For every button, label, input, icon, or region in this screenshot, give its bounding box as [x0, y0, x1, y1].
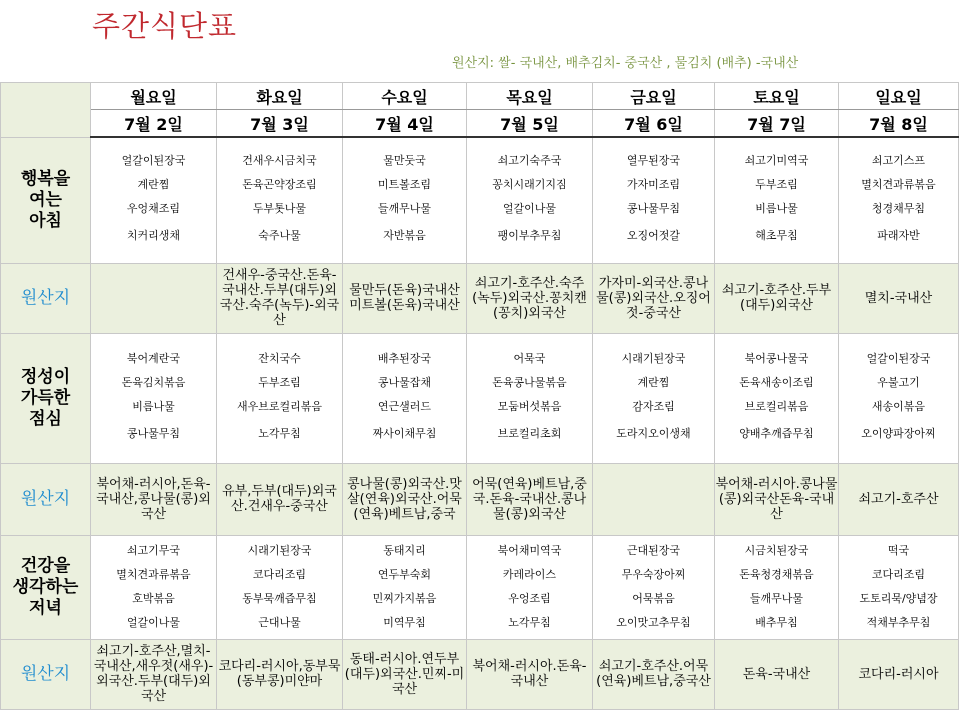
origin-cell [593, 463, 715, 535]
lunch-menu-row [1, 333, 959, 463]
origin-cell: 쇠고기-호주산 [839, 463, 959, 535]
dish-item: 근대된장국 [626, 544, 681, 557]
dish-item: 해초무침 [755, 229, 798, 243]
dish-item: 돈육청경채볶음 [739, 568, 814, 581]
dish-item: 두부톳나물 [252, 202, 307, 216]
dish-item: 비름나물 [132, 400, 175, 413]
menu-cell [217, 535, 343, 639]
header-corner [1, 83, 91, 138]
dish-item: 민찌가지볶음 [372, 592, 437, 605]
origin-cell: 동태-러시아.연두부(대두)외국산.민찌-미국산 [343, 639, 467, 709]
dish-item: 브로컬리볶음 [744, 400, 809, 413]
menu-cell [715, 333, 839, 463]
dish-item: 오이맛고추무침 [616, 616, 691, 629]
dish-item: 치커리생채 [126, 229, 181, 243]
dish-item: 오이양파장아찌 [861, 427, 936, 440]
dish-item: 동부묵깨즙무침 [242, 592, 317, 605]
origin-cell: 북어채-러시아,돈육-국내산,콩나물(콩)외국산 [91, 463, 217, 535]
origin-cell: 코다리-러시아 [839, 639, 959, 709]
dish-item: 시금치된장국 [744, 544, 809, 557]
dish-item: 코다리조림 [871, 568, 926, 581]
day-header: 수요일 [343, 83, 467, 110]
menu-cell [467, 137, 593, 263]
menu-cell [91, 535, 217, 639]
dish-item: 동태지리 [383, 544, 426, 557]
origin-cell: 가자미-외국산.콩나물(콩)외국산.오징어젓-중국산 [593, 263, 715, 333]
origin-cell: 쇠고기-호주산.두부(대두)외국산 [715, 263, 839, 333]
origin-label: 원산지 [1, 263, 91, 333]
breakfast-origin-row [1, 263, 959, 333]
dish-item: 미트볼조림 [377, 178, 432, 192]
dish-item: 브로컬리초회 [497, 427, 562, 440]
dish-item: 시래기된장국 [621, 352, 686, 365]
dish-item: 청경채무침 [871, 202, 926, 216]
dish-item: 얼갈이된장국 [121, 154, 186, 168]
dish-item: 자반볶음 [383, 229, 426, 243]
dish-item: 노각무침 [508, 616, 551, 629]
dish-item: 코다리조림 [252, 568, 307, 581]
dish-item: 북어채미역국 [497, 544, 562, 557]
origin-cell: 쇠고기-호주산.숙주(녹두)외국산.꽁치캔(꽁치)외국산 [467, 263, 593, 333]
origin-cell: 돈육-국내산 [715, 639, 839, 709]
dish-item: 쇠고기미역국 [744, 154, 809, 168]
dish-item: 꽁치시래기지짐 [492, 178, 567, 192]
dish-item: 떡국 [887, 544, 910, 557]
dish-item: 우엉채조림 [126, 202, 181, 216]
dish-item: 쇠고기숙주국 [497, 154, 562, 168]
dish-item: 적채부추무침 [866, 616, 931, 629]
menu-cell [593, 333, 715, 463]
dish-item: 열무된장국 [626, 154, 681, 168]
lunch-label [1, 333, 91, 463]
dish-item: 콩나물무침 [126, 427, 181, 440]
menu-cell [593, 535, 715, 639]
dish-item: 오징어젓갈 [626, 229, 681, 243]
origin-cell: 북어채-러시아.콩나물(콩)외국산돈육-국내산 [715, 463, 839, 535]
date-header: 7월 4일 [343, 110, 467, 138]
dish-item: 멸치견과류볶음 [116, 568, 191, 581]
origin-cell: 북어채-러시아.돈육-국내산 [467, 639, 593, 709]
date-header: 7월 5일 [467, 110, 593, 138]
dish-item: 돈육김치볶음 [121, 376, 186, 389]
meal-label-line: 아침 [29, 210, 62, 231]
dish-item: 미역무침 [383, 616, 426, 629]
dish-item: 배추무침 [755, 616, 798, 629]
dish-item: 새송이볶음 [871, 400, 926, 413]
dish-item: 모둠버섯볶음 [497, 400, 562, 413]
meal-label-line: 생각하는 [12, 576, 79, 597]
origin-cell: 어묵(연육)베트남,중국.돈육-국내산.콩나물(콩)외국산 [467, 463, 593, 535]
dish-item: 양배추깨즙무침 [739, 427, 814, 440]
date-header: 7월 8일 [839, 110, 959, 138]
dish-item: 도라지오이생채 [616, 427, 691, 440]
meal-label-line: 가득한 [20, 387, 71, 408]
dish-item: 어묵국 [513, 352, 546, 365]
menu-cell [343, 535, 467, 639]
date-header: 7월 6일 [593, 110, 715, 138]
dish-item: 무우숙장아찌 [621, 568, 686, 581]
rice-kimchi-origin-note: 원산지: 쌀- 국내산, 배추김치- 중국산 , 물김치 (배추) -국내산 [452, 56, 799, 71]
dish-item: 쇠고기스프 [871, 154, 926, 168]
dish-item: 시래기된장국 [247, 544, 312, 557]
menu-cell [217, 333, 343, 463]
menu-cell [715, 137, 839, 263]
day-header: 일요일 [839, 83, 959, 110]
dish-item: 계란찜 [637, 376, 670, 389]
meal-label-line: 저녁 [29, 597, 62, 618]
dish-item: 콩나물잡채 [377, 376, 432, 389]
meal-label-line: 여는 [29, 189, 62, 210]
dish-item: 잔치국수 [258, 352, 301, 365]
dish-item: 가자미조림 [626, 178, 681, 192]
day-header: 금요일 [593, 83, 715, 110]
origin-cell: 코다리-러시아,동부묵(동부콩)미얀마 [217, 639, 343, 709]
dish-item: 근대나물 [258, 616, 301, 629]
breakfast-label [1, 137, 91, 263]
dish-item: 얼갈이나물 [502, 202, 557, 216]
meal-label-line: 행복을 [20, 168, 71, 189]
dish-item: 들깨무나물 [377, 202, 432, 216]
dish-item: 북어계란국 [126, 352, 181, 365]
origin-label: 원산지 [1, 639, 91, 709]
origin-cell [91, 263, 217, 333]
dish-item: 북어콩나물국 [744, 352, 809, 365]
menu-cell [467, 333, 593, 463]
day-header: 월요일 [91, 83, 217, 110]
dish-item: 호박볶음 [132, 592, 175, 605]
dish-item: 건새우시금치국 [242, 154, 317, 168]
day-header: 목요일 [467, 83, 593, 110]
page-title: 주간식단표 [92, 9, 238, 43]
dish-item: 도토리묵/양념장 [859, 592, 938, 605]
dish-item: 멸치견과류볶음 [861, 178, 936, 192]
menu-cell [217, 137, 343, 263]
menu-cell [343, 333, 467, 463]
weekly-menu-table [0, 82, 959, 710]
origin-cell: 멸치-국내산 [839, 263, 959, 333]
day-header: 화요일 [217, 83, 343, 110]
date-header: 7월 2일 [91, 110, 217, 138]
meal-label-line: 점심 [29, 408, 62, 429]
meal-label-line: 건강을 [20, 555, 71, 576]
dish-item: 숙주나물 [258, 229, 301, 243]
dish-item: 들깨무나물 [749, 592, 804, 605]
date-header: 7월 7일 [715, 110, 839, 138]
dish-item: 계란찜 [137, 178, 170, 192]
dish-item: 돈육콩나물볶음 [492, 376, 567, 389]
menu-cell [839, 333, 959, 463]
menu-cell [715, 535, 839, 639]
dish-item: 두부조림 [258, 376, 301, 389]
origin-cell: 콩나물(콩)외국산.맛살(연육)외국산.어묵(연육)베트남,중국 [343, 463, 467, 535]
dinner-origin-row [1, 639, 959, 709]
dish-item: 두부조림 [755, 178, 798, 192]
breakfast-menu-row [1, 137, 959, 263]
origin-cell: 물만두(돈육)국내산미트볼(돈육)국내산 [343, 263, 467, 333]
dish-item: 새우브로컬리볶음 [236, 400, 322, 413]
dish-item: 얼갈이된장국 [866, 352, 931, 365]
dish-item: 연근샐러드 [377, 400, 432, 413]
origin-cell: 건새우-중국산.돈육-국내산.두부(대두)외국산.숙주(녹두)-외국산 [217, 263, 343, 333]
menu-cell [91, 137, 217, 263]
dish-item: 우불고기 [877, 376, 920, 389]
menu-cell [839, 535, 959, 639]
origin-cell: 유부,두부(대두)외국산.건새우-중국산 [217, 463, 343, 535]
origin-label: 원산지 [1, 463, 91, 535]
date-header: 7월 3일 [217, 110, 343, 138]
day-header: 토요일 [715, 83, 839, 110]
menu-cell [593, 137, 715, 263]
dish-item: 노각무침 [258, 427, 301, 440]
dish-item: 감자조림 [632, 400, 675, 413]
dinner-label [1, 535, 91, 639]
origin-cell: 쇠고기-호주산,멸치-국내산,새우젓(새우)-외국산.두부(대두)외국산 [91, 639, 217, 709]
origin-cell: 쇠고기-호주산.어묵(연육)베트남,중국산 [593, 639, 715, 709]
dish-item: 돈육새송이조림 [739, 376, 814, 389]
dish-item: 얼갈이나물 [126, 616, 181, 629]
meal-label-line: 정성이 [20, 366, 71, 387]
lunch-origin-row [1, 463, 959, 535]
dish-item: 파래자반 [877, 229, 920, 243]
dish-item: 연두부숙회 [377, 568, 432, 581]
dish-item: 비름나물 [755, 202, 798, 216]
dish-item: 콩나물무침 [626, 202, 681, 216]
dinner-menu-row [1, 535, 959, 639]
dish-item: 카레라이스 [502, 568, 557, 581]
menu-cell [839, 137, 959, 263]
dish-item: 짜사이채무침 [372, 427, 437, 440]
dish-item: 어묵볶음 [632, 592, 675, 605]
dish-item: 쇠고기무국 [126, 544, 181, 557]
dish-item: 팽이부추무침 [497, 229, 562, 243]
dish-item: 배추된장국 [377, 352, 432, 365]
menu-cell [91, 333, 217, 463]
dish-item: 돈육곤약장조림 [242, 178, 317, 192]
dish-item: 우엉조림 [508, 592, 551, 605]
dish-item: 물만둣국 [383, 154, 426, 168]
menu-cell [467, 535, 593, 639]
menu-cell [343, 137, 467, 263]
